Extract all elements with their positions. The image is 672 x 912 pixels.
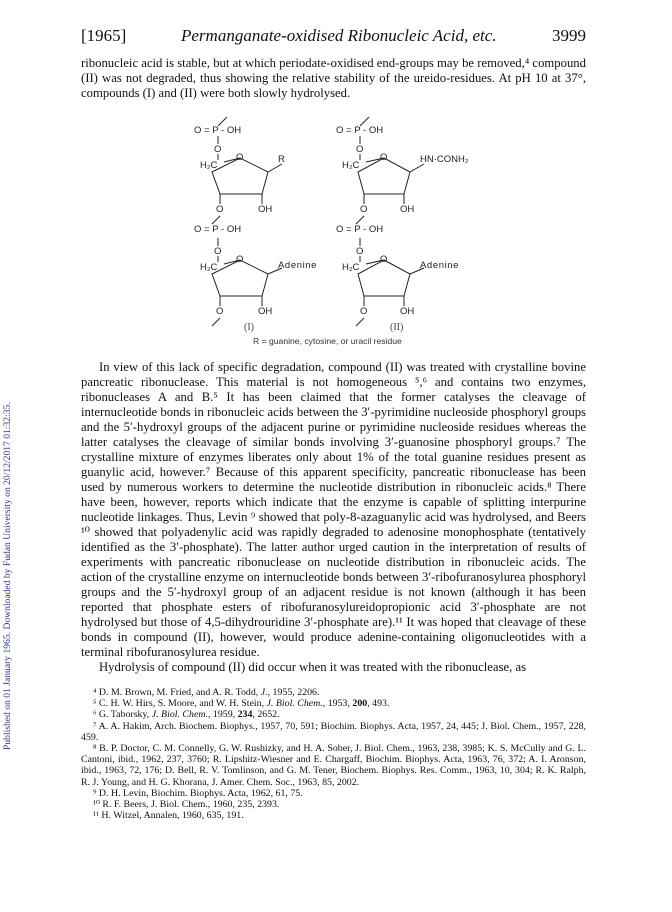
intro-text: ribonucleic acid is stable, but at which periodate-oxidised end-groups may be removed,⁴ compound (II) was not degraded, thus showing the relative stability of the ureido-residues. At pH 10 at 37°, compounds (I) and (II) were both slowly hydrolysed. [81,56,586,100]
footnote-8: ⁸ B. P. Doctor, C. M. Connelly, G. W. Rushizky, and H. A. Sober, J. Biol. Chem., 1963, 238, 3985; K. S. McCully and G. L. Cantoni, ibid., 1962, 237, 3760; R. Lipshitz-Wiesner and E. Chargaff, Biochim. Biophys. Acta, 1963, 76, 372; A. I. Aronson, ibid., 1963, 72, 176; D. Bell, R. V. Tomlinson, and G. M. Tener, Biochem. Biophys. Res. Comm., 1963, 10, 304; R. K. Ralph, R. J. Young, and H. G. Khorana, J. Amer. Chem. Soc., 1963, 85, 2002. [81,743,586,788]
footnote-5: ⁵ C. H. W. Hirs, S. Moore, and W. H. Stein, J. Biol. Chem., 1953, 200, 493. [93,698,390,710]
methylene-label: H₂C [200,262,218,273]
ureido-label: HN·CONH₂ [420,154,469,165]
phosphate-label: O = P - OH [194,125,242,136]
compound-2-label: (II) [390,322,404,333]
footnote-9: ⁹ D. H. Levin, Biochim. Biophys. Acta, 1962, 61, 75. [93,787,303,799]
r-group-note: R = guanine, cytosine, or uracil residue [253,336,402,346]
footnote-6: ⁶ G. Taborsky, J. Biol. Chem., 1959, 234, 2652. [93,709,280,721]
ring-oxygen-label: O [236,254,244,265]
oxygen-label: O [214,144,222,155]
page-number: 3999 [552,26,586,45]
footnote-7: ⁷ A. A. Hakim, Arch. Biochem. Biophys., 1957, 70, 591; Biochim. Biophys. Acta, 1957, 24, 445; J. Biol. Chem., 1957, 228, 459. [81,720,586,743]
footnote-4: ⁴ D. M. Brown, M. Fried, and A. R. Todd, J., 1955, 2206. [93,687,320,698]
hydroxyl-label: OH [258,204,273,215]
oxygen-label: O [360,204,368,215]
oxygen-label: O [216,204,224,215]
footnote-11: ¹¹ H. Witzel, Annalen, 1960, 635, 191. [93,810,244,822]
ring-oxygen-label: O [380,254,388,265]
oxygen-label: O [356,246,364,257]
oxygen-label: O [356,144,364,155]
running-header [81,26,586,48]
watermark-text: Published on 01 January 1965. Downloaded by Fudan University on 20/12/2017 01:32:35. [2,402,13,750]
phosphate-label: O = P - OH [336,125,384,136]
adenine-label: Adenine [278,260,318,271]
main-body [81,360,586,675]
structure-figure [190,112,510,348]
methylene-label: H₂C [342,160,360,171]
body-paragraph-1: In view of this lack of specific degradation, compound (II) was treated with crystalline bovine pancreatic ribonuclease. This material is not homogeneous ⁵,⁶ and contains two enzymes, ribonucleases A and B.⁵ It has been claimed that the former catalyses the cleavage of internucleotide bonds in ribonucleic acids between the 3′-pyrimidine nucleoside phosphoryl groups and the 5′-hydroxyl groups of the adjacent purine or pyrimidine nucleoside residues whereas the latter catalyses the cleavage of similar bonds involving 3′-guanosine phosphoryl groups.⁷ The crystalline mixture of enzymes liberates only about 1% of the total guanine residues present as guanylic acid, however.⁷ Because of this apparent specificity, pancreatic ribonuclease has been used by numerous workers to determine the nucleotide distribution in ribonucleic acids.⁸ There have been, however, reports which indicate that the enzyme is capable of splitting interpurine nucleotide linkages. Thus, Levin ⁹ showed that poly-8-azaguanylic acid was hydrolysed, and Beers ¹⁰ showed that polyadenylic acid was rapidly degraded to adenosine monophosphate (tentatively identified as the 3′-phosphate). The latter author urged caution in the interpretation of results of experiments with pancreatic ribonuclease on nucleotide distribution in ribonucleic acids. The action of the crystalline enzyme on internucleotide bonds between 3′-ribofuranosylurea phosphoryl groups and the 5′-hydroxyl group of an adjacent residue is not known (although it has been reported that phosphate esters of ribofuranosylureidopropionic acid 3′-phosphate are not hydrolysed but those of 4,5-dihydrouridine 3′-phosphate are).¹¹ It was hoped that cleavage of these bonds in compound (II), however, would produce adenine-containing oligonucleotides with a terminal ribofuranosylurea residue. [81,360,586,659]
adenine-label: Adenine [420,260,460,271]
oxygen-label: O [360,306,368,317]
body-paragraph-2: Hydrolysis of compound (II) did occur when it was treated with the ribonuclease, as [99,660,527,674]
methylene-label: H₂C [200,160,218,171]
footnotes [81,687,586,821]
header-title: Permanganate-oxidised Ribonucleic Acid, etc. [181,26,497,45]
ring-oxygen-label: O [380,152,388,163]
header-year: [1965] [81,26,127,45]
hydroxyl-label: OH [400,306,415,317]
intro-paragraph [81,56,586,101]
oxygen-label: O [216,306,224,317]
ring-oxygen-label: O [236,152,244,163]
compound-1-label: (I) [244,322,254,333]
phosphate-label: O = P - OH [336,224,384,235]
hydroxyl-label: OH [400,204,415,215]
phosphate-label: O = P - OH [194,224,242,235]
download-watermark [2,150,16,750]
oxygen-label: O [214,246,222,257]
methylene-label: H₂C [342,262,360,273]
base-r-label: R [278,154,285,165]
footnote-10: ¹⁰ R. F. Beers, J. Biol. Chem., 1960, 235, 2393. [93,799,280,811]
hydroxyl-label: OH [258,306,273,317]
